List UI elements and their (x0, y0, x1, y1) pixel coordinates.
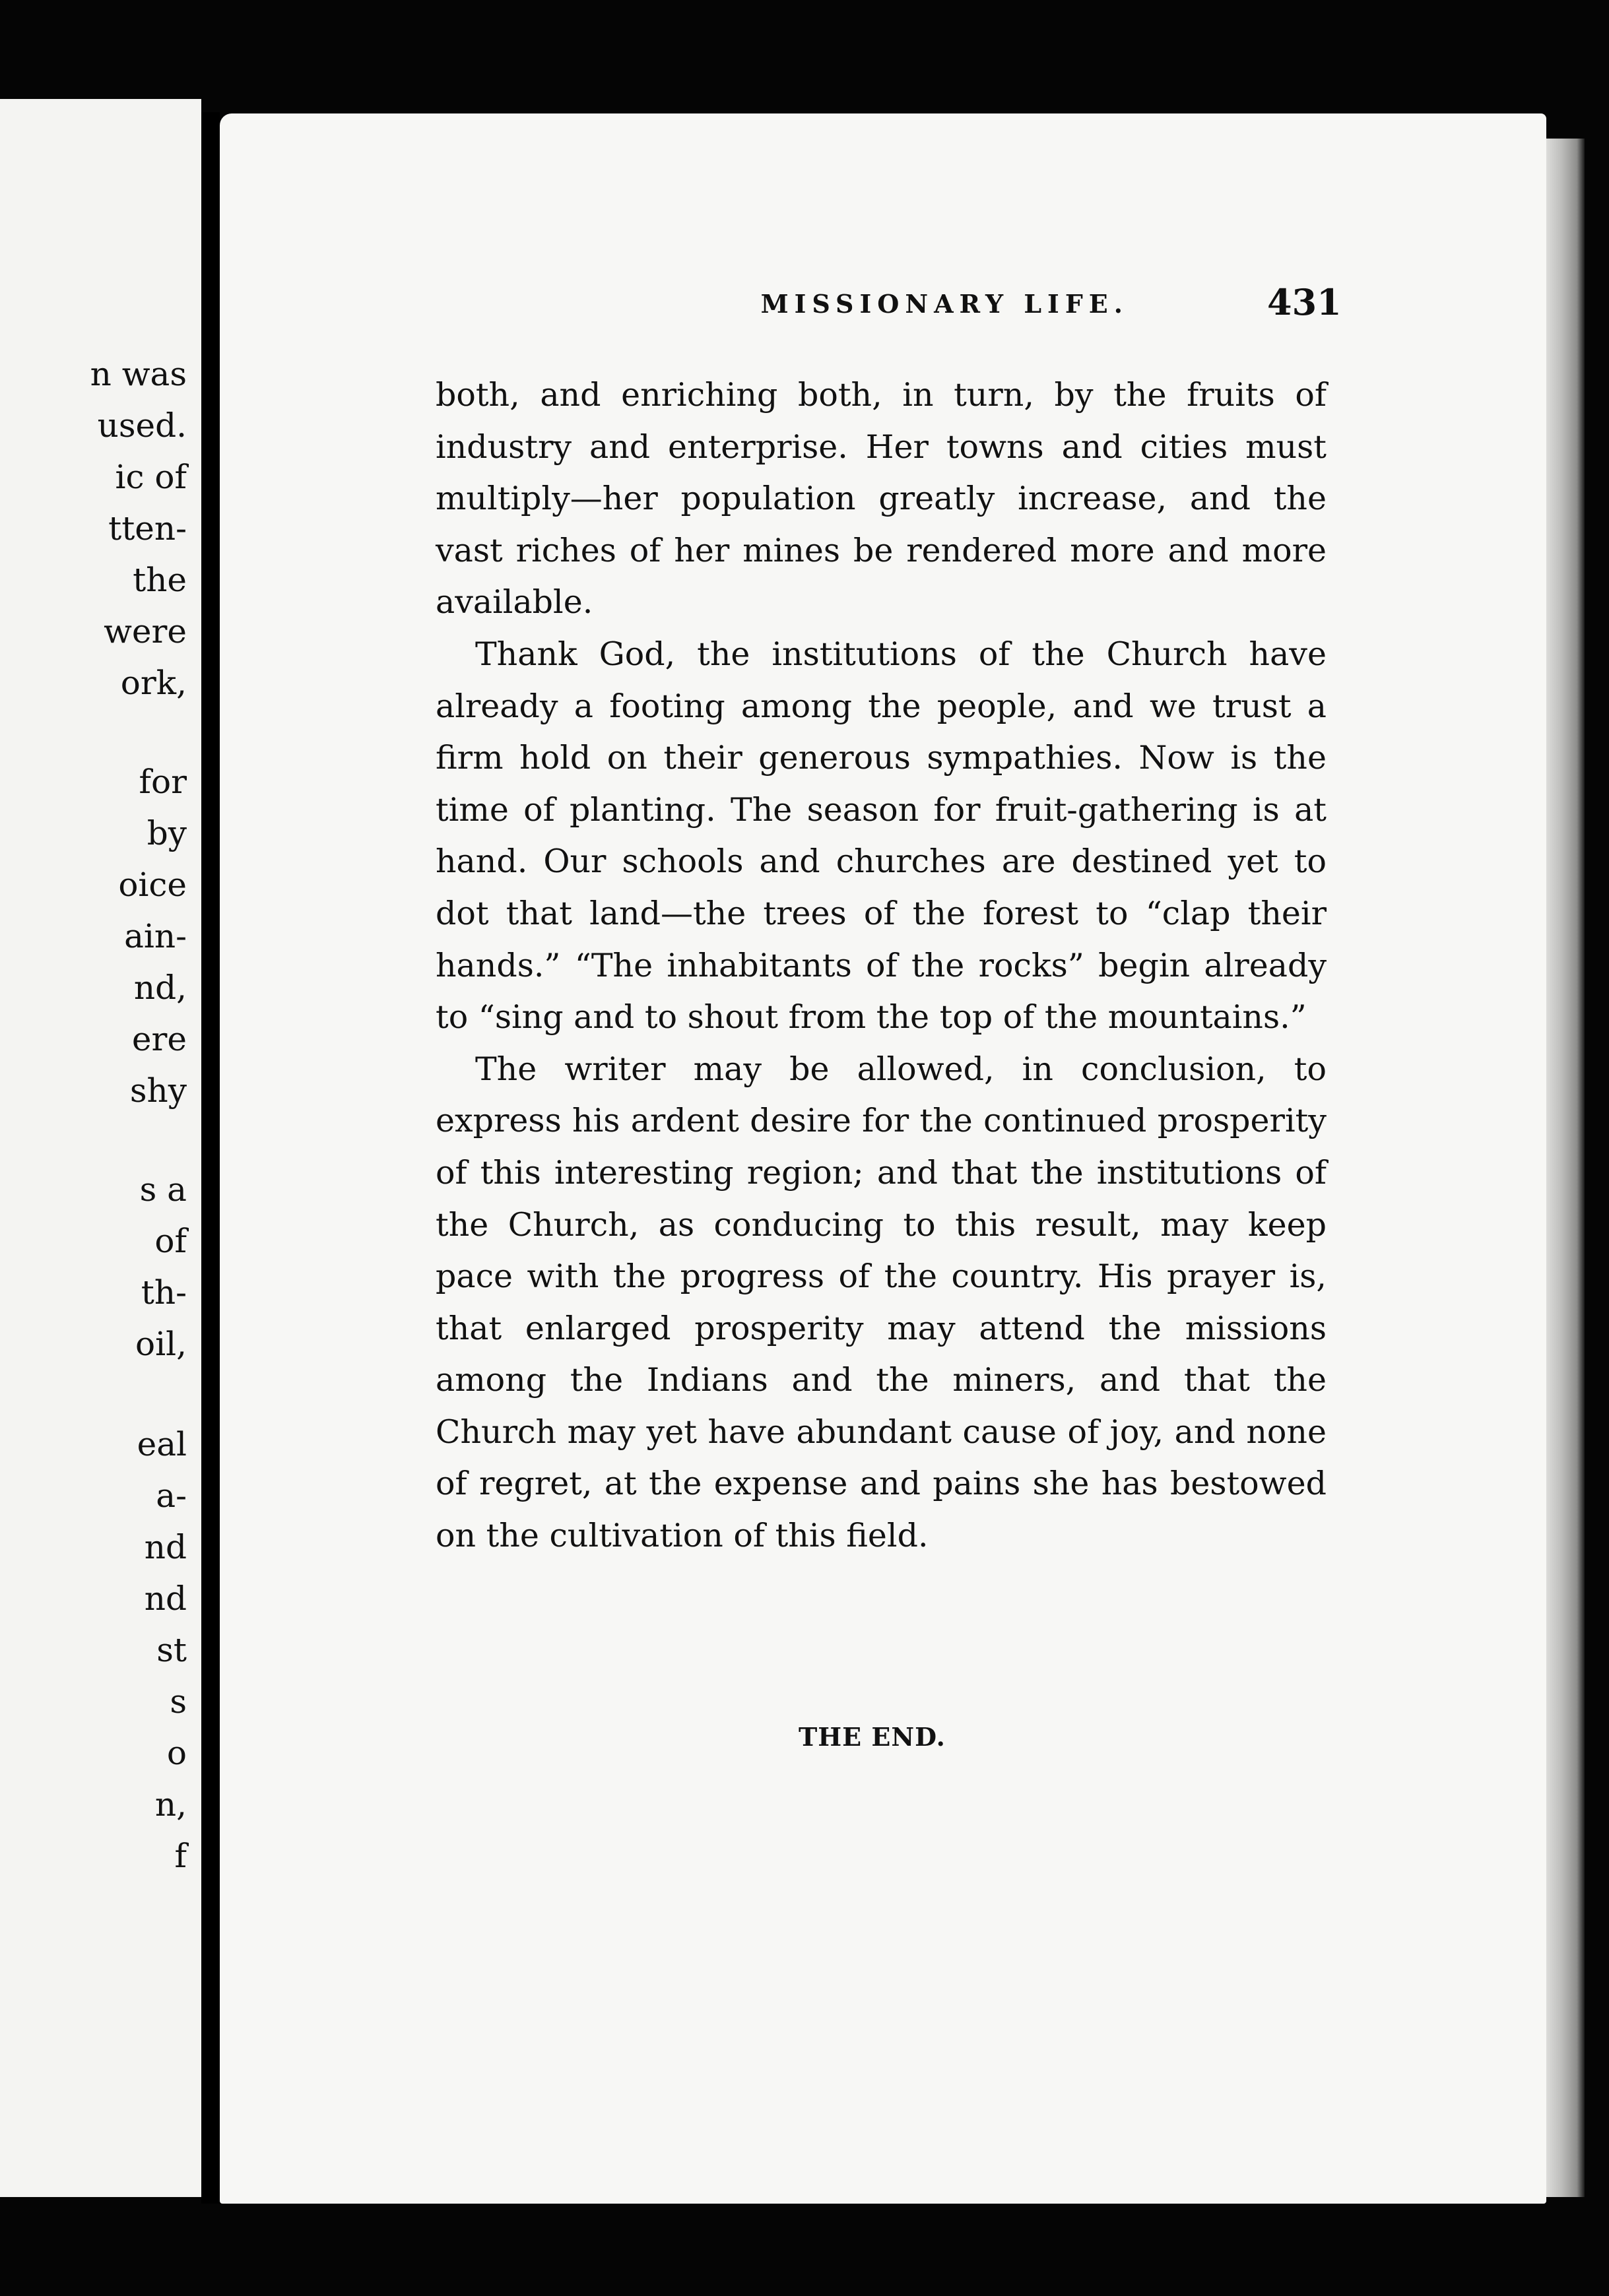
line-fragment: nd (144, 1579, 187, 1618)
the-end-label: THE END. (799, 1722, 946, 1752)
line-fragment: s (170, 1682, 187, 1721)
line-fragment: th- (141, 1273, 187, 1312)
previous-page (0, 99, 201, 2197)
line-fragment: a- (156, 1477, 187, 1515)
line-fragment: n was (90, 355, 187, 393)
book-gutter (201, 112, 220, 2204)
body-text (436, 369, 1327, 1562)
line-fragment: ic of (115, 458, 187, 496)
line-fragment: ain- (124, 917, 187, 955)
line-fragment: of (154, 1222, 187, 1260)
line-fragment: st (156, 1631, 187, 1669)
line-fragment: oil, (135, 1325, 187, 1363)
line-fragment: were (104, 612, 187, 651)
line-fragment: s a (139, 1170, 187, 1209)
line-fragment: o (166, 1734, 187, 1772)
line-fragment: n, (154, 1785, 187, 1824)
line-fragment: eal (137, 1425, 187, 1463)
line-fragment: ork, (120, 664, 187, 702)
page-edge (1546, 139, 1585, 2197)
line-fragment: the (133, 561, 187, 599)
paragraph: Thank God, the institutions of the Church have already a footing among the people, and we trust a firm hold on their generous sympathies. Now is the time of planting. The season for fruit-gathering is at hand. Our schools and churches are destined yet to dot that land—the trees of the forest to “clap their hands.” “The inhabitants of the rocks” begin already to “sing and to shout from the top of the mountains.” (436, 635, 1327, 1036)
paragraph: both, and enriching both, in turn, by the fruits of industry and enterprise. Her towns and cities must multiply—her population greatly increase, and the vast riches of her mines be rendered more and more available. (436, 376, 1327, 622)
line-fragment: tten- (108, 509, 187, 548)
line-fragment: oice (118, 866, 187, 904)
page-number: 431 (1267, 281, 1342, 323)
line-fragment: used. (97, 406, 187, 445)
line-fragment: shy (129, 1071, 187, 1110)
line-fragment: by (147, 814, 187, 852)
line-fragment: ere (131, 1020, 187, 1058)
paragraph: The writer may be allowed, in conclusion, to express his ardent desire for the continued prosperity of this interesting region; and that the institutions of the Church, as conducing to this result, may keep pace with the progress of the country. His prayer is, that enlarged prosperity may attend the missions among the Indians and the miners, and that the Church may yet have abundant cause of joy, and none of regret, at the expense and pains she has bestowed on the cultivation of this field. (436, 1050, 1327, 1555)
line-fragment: f (174, 1837, 187, 1875)
running-title: MISSIONARY LIFE. (760, 289, 1129, 319)
line-fragment: for (139, 763, 187, 801)
line-fragment: nd, (133, 969, 187, 1007)
line-fragment: nd (144, 1528, 187, 1566)
